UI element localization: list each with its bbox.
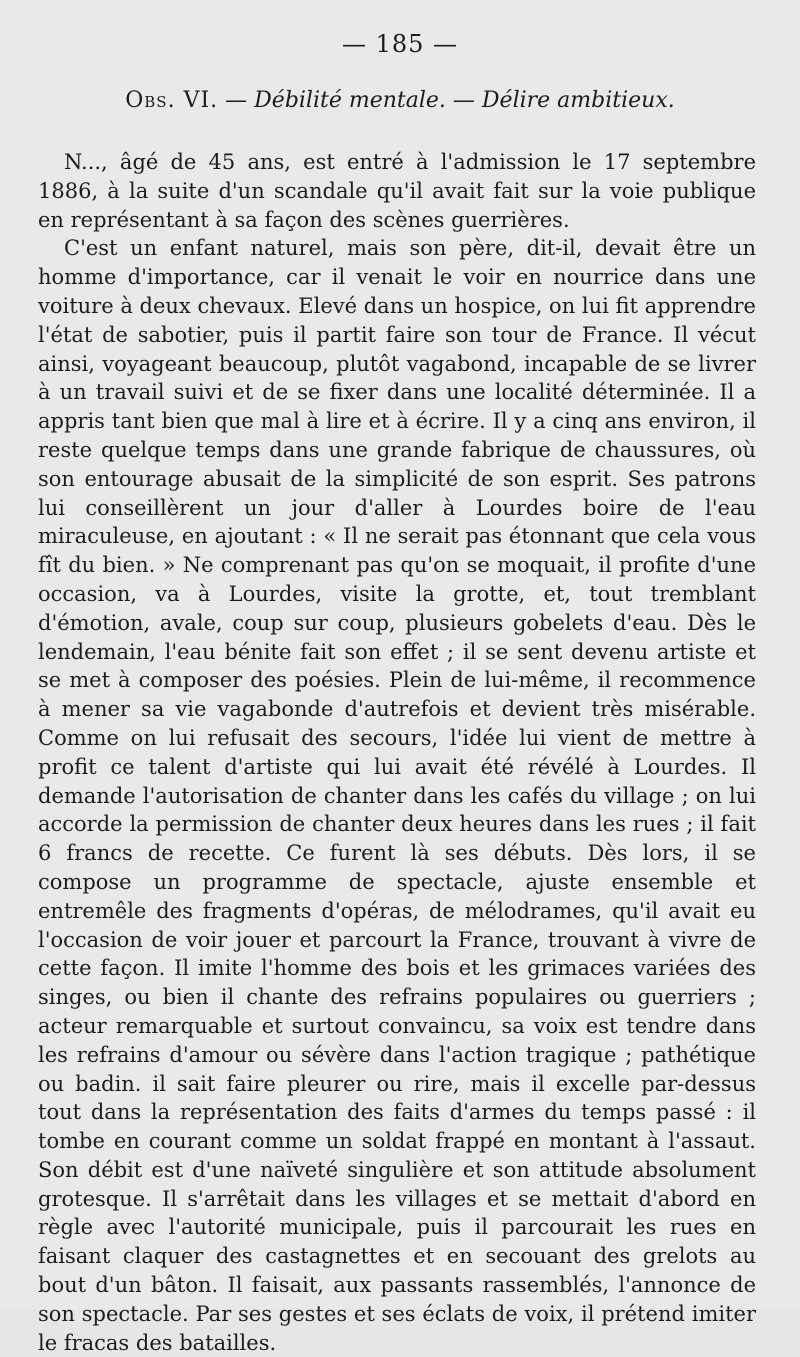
observation-subtitle: Délire ambitieux. bbox=[481, 88, 675, 113]
observation-label: Obs. VI. bbox=[125, 88, 219, 113]
paragraph: N..., âgé de 45 ans, est entré à l'admission le 17 septembre 1886, à la suite d'un scandale qu'il avait fait sur la voie publique en représentant à sa façon des scènes guerrières. bbox=[38, 150, 756, 232]
heading-separator: — bbox=[445, 88, 482, 113]
observation-heading bbox=[0, 88, 800, 113]
observation-title: Débilité mentale. bbox=[254, 88, 446, 113]
paragraph: C'est un enfant naturel, mais son père, dit-il, devait être un homme d'importance, car il venait le voir en nourrice dans une voiture à deux chevaux. Elevé dans un hospice, on lui fit apprendre l'état de sabotier, puis il partit faire son tour de France. Il vécut ainsi, voyageant beaucoup, plutôt vagabond, incapable de se livrer à un travail suivi et de se fixer dans une localité déterminée. Il a appris tant bien que mal à lire et à écrire. Il y a cinq ans environ, il reste quelque temps dans une grande fabrique de chaussures, où son entourage abusait de la simplicité de son esprit. Ses patrons lui conseillèrent un jour d'aller à Lourdes boire de l'eau miraculeuse, en ajoutant : « Il ne serait pas étonnant que cela vous fît du bien. » Ne comprenant pas qu'on se moquait, il profite d'une occasion, va à Lourdes, visite la grotte, et, tout tremblant d'émotion, avale, coup sur coup, plusieurs gobelets d'eau. Dès le lendemain, l'eau bénite fait son effet ; il se sent devenu artiste et se met à composer des poésies. Plein de lui-même, il recommence à mener sa vie vagabonde d'autrefois et devient très misérable. Comme on lui refusait des secours, l'idée lui vient de mettre à profit ce talent d'artiste qui lui avait été révélé à Lourdes. Il demande l'autorisation de chanter dans les cafés du village ; on lui accorde la permission de chanter deux heures dans les rues ; il fait 6 francs de recette. Ce furent là ses débuts. Dès lors, il se compose un programme de spectacle, ajuste ensemble et entremêle des fragments d'opéras, de mélodrames, qu'il avait eu l'occasion de voir jouer et parcourt la France, trouvant à vivre de cette façon. Il imite l'homme des bois et les grimaces variées des singes, ou bien il chante des refrains populaires ou guerriers ; acteur remarquable et surtout convaincu, sa voix est tendre dans les refrains d'amour ou sévère dans l'action tragique ; pathétique ou badin. il sait faire pleurer ou rire, mais il excelle par-dessus tout dans la représentation des faits d'armes du temps passé : il tombe en courant comme un soldat frappé en montant à l'assaut. Son débit est d'une naïveté singulière et son attitude absolument grotesque. Il s'arrêtait dans les villages et se mettait d'abord en règle avec l'autorité municipale, puis il parcourait les rues en faisant claquer des castagnettes et en secouant des grelots au bout d'un bâton. Il faisait, aux passants rassemblés, l'annonce de son spectacle. Par ses gestes et ses éclats de voix, il prétend imiter le fracas des batailles. bbox=[38, 236, 756, 1355]
heading-separator: — bbox=[218, 88, 255, 113]
page-number: — 185 — bbox=[341, 30, 459, 58]
body-text bbox=[38, 148, 756, 1357]
